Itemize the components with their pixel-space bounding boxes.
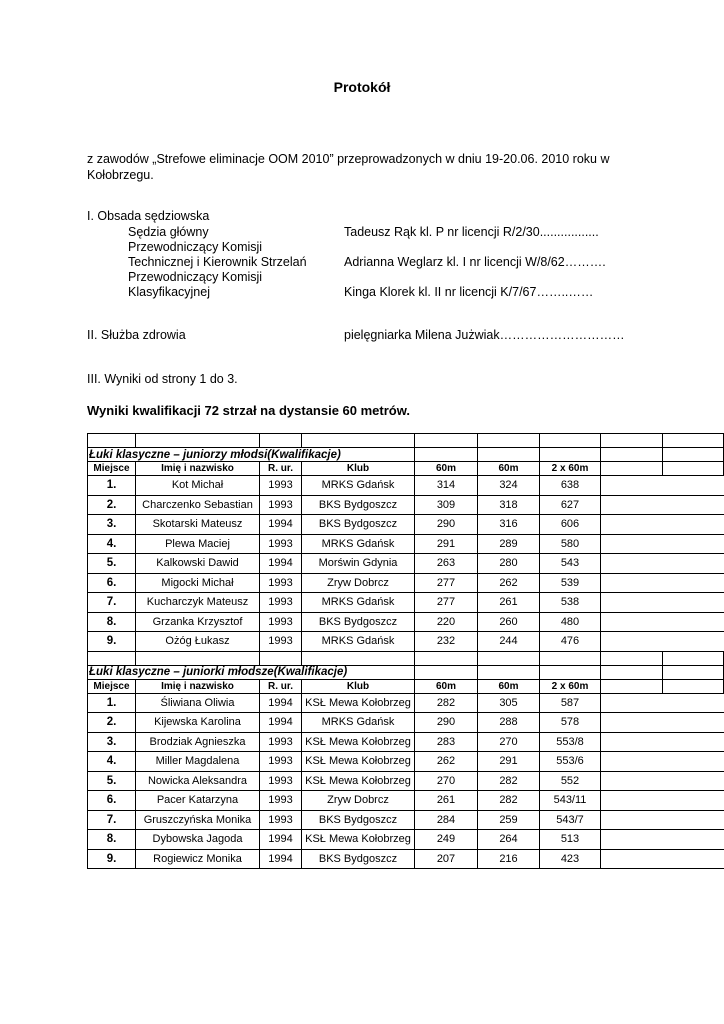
- score-cell: 283: [415, 732, 478, 752]
- place-cell: 1.: [88, 693, 136, 713]
- table-cell: [415, 651, 478, 665]
- score-cell: 318: [478, 495, 540, 515]
- birth-year-cell: 1994: [260, 830, 302, 850]
- table-cell: [601, 448, 663, 462]
- score-cell: 314: [415, 476, 478, 496]
- club-cell: BKS Bydgoszcz: [302, 612, 415, 632]
- table-cell: [601, 830, 663, 850]
- birth-year-cell: 1993: [260, 495, 302, 515]
- place-cell: 5.: [88, 771, 136, 791]
- table-cell: [601, 554, 663, 574]
- referee-role-label: Technicznej i Kierownik Strzelań: [128, 255, 307, 269]
- score-cell: 291: [415, 534, 478, 554]
- column-header: Imię i nazwisko: [136, 462, 260, 476]
- total-cell: 543/7: [540, 810, 601, 830]
- score-cell: 309: [415, 495, 478, 515]
- category-title-row: [88, 665, 724, 679]
- page-title: Protokół: [333, 79, 391, 95]
- name-cell: Ożóg Łukasz: [136, 632, 260, 652]
- section-referees-heading: I. Obsada sędziowska: [87, 209, 210, 223]
- table-row: [88, 476, 724, 496]
- table-cell: [302, 434, 415, 448]
- name-cell: Gruszczyńska Monika: [136, 810, 260, 830]
- total-cell: 543: [540, 554, 601, 574]
- results-table: [87, 433, 724, 869]
- place-cell: 5.: [88, 554, 136, 574]
- table-cell: [601, 434, 663, 448]
- column-header: Klub: [302, 462, 415, 476]
- table-cell: [663, 830, 724, 850]
- birth-year-cell: 1993: [260, 612, 302, 632]
- table-cell: [601, 573, 663, 593]
- table-row: [88, 732, 724, 752]
- table-row: [88, 632, 724, 652]
- table-cell: [601, 693, 663, 713]
- score-cell: 277: [415, 593, 478, 613]
- table-cell: [601, 791, 663, 811]
- place-cell: 1.: [88, 476, 136, 496]
- place-cell: 3.: [88, 515, 136, 535]
- club-cell: MRKS Gdańsk: [302, 476, 415, 496]
- total-cell: 587: [540, 693, 601, 713]
- name-cell: Miller Magdalena: [136, 752, 260, 772]
- table-row: [88, 810, 724, 830]
- table-cell: [601, 593, 663, 613]
- birth-year-cell: 1993: [260, 573, 302, 593]
- club-cell: KSŁ Mewa Kołobrzeg: [302, 752, 415, 772]
- table-row: [88, 771, 724, 791]
- table-row: [88, 515, 724, 535]
- score-cell: 282: [415, 693, 478, 713]
- birth-year-cell: 1994: [260, 554, 302, 574]
- table-cell: [601, 515, 663, 535]
- birth-year-cell: 1993: [260, 771, 302, 791]
- club-cell: MRKS Gdańsk: [302, 534, 415, 554]
- column-header: 60m: [478, 679, 540, 693]
- table-cell: [663, 573, 724, 593]
- score-cell: 289: [478, 534, 540, 554]
- score-cell: 207: [415, 849, 478, 869]
- table-blank-row: [88, 434, 724, 448]
- table-cell: [88, 434, 136, 448]
- name-cell: Dybowska Jagoda: [136, 830, 260, 850]
- score-cell: 282: [478, 771, 540, 791]
- total-cell: 553/8: [540, 732, 601, 752]
- name-cell: Migocki Michał: [136, 573, 260, 593]
- referee-value: Kinga Klorek kl. II nr licencji K/7/67……..……: [344, 285, 594, 299]
- column-header: R. ur.: [260, 679, 302, 693]
- table-cell: [663, 434, 724, 448]
- table-cell: [136, 434, 260, 448]
- column-header: 2 x 60m: [540, 679, 601, 693]
- total-cell: 539: [540, 573, 601, 593]
- place-cell: 9.: [88, 849, 136, 869]
- score-cell: 277: [415, 573, 478, 593]
- column-header: Klub: [302, 679, 415, 693]
- place-cell: 3.: [88, 732, 136, 752]
- club-cell: KSŁ Mewa Kołobrzeg: [302, 830, 415, 850]
- column-header: Miejsce: [88, 679, 136, 693]
- table-cell: [601, 732, 663, 752]
- table-row: [88, 573, 724, 593]
- column-header: R. ur.: [260, 462, 302, 476]
- total-cell: 538: [540, 593, 601, 613]
- score-cell: 288: [478, 713, 540, 733]
- score-cell: 261: [478, 593, 540, 613]
- place-cell: 8.: [88, 830, 136, 850]
- name-cell: Kalkowski Dawid: [136, 554, 260, 574]
- score-cell: 316: [478, 515, 540, 535]
- club-cell: BKS Bydgoszcz: [302, 495, 415, 515]
- place-cell: 8.: [88, 612, 136, 632]
- table-cell: [88, 651, 136, 665]
- name-cell: Kijewska Karolina: [136, 713, 260, 733]
- table-cell: [540, 665, 601, 679]
- score-cell: 244: [478, 632, 540, 652]
- score-cell: 220: [415, 612, 478, 632]
- total-cell: 580: [540, 534, 601, 554]
- table-cell: [663, 554, 724, 574]
- table-cell: [478, 651, 540, 665]
- score-cell: 260: [478, 612, 540, 632]
- name-cell: Rogiewicz Monika: [136, 849, 260, 869]
- score-cell: 291: [478, 752, 540, 772]
- category-title: Łuki klasyczne – juniorzy młodsi(Kwalifikacje): [88, 448, 415, 462]
- table-cell: [415, 434, 478, 448]
- place-cell: 6.: [88, 791, 136, 811]
- place-cell: 9.: [88, 632, 136, 652]
- place-cell: 7.: [88, 810, 136, 830]
- table-cell: [663, 448, 724, 462]
- results-heading: Wyniki kwalifikacji 72 strzał na dystansie 60 metrów.: [87, 403, 410, 418]
- table-row: [88, 830, 724, 850]
- score-cell: 290: [415, 713, 478, 733]
- table-cell: [478, 665, 540, 679]
- club-cell: BKS Bydgoszcz: [302, 849, 415, 869]
- total-cell: 543/11: [540, 791, 601, 811]
- table-cell: [302, 651, 415, 665]
- referee-role-label: Klasyfikacyjnej: [128, 285, 210, 299]
- health-value: pielęgniarka Milena Jużwiak…………………………: [344, 328, 625, 342]
- table-cell: [663, 632, 724, 652]
- club-cell: BKS Bydgoszcz: [302, 515, 415, 535]
- score-cell: 262: [415, 752, 478, 772]
- table-row: [88, 554, 724, 574]
- score-cell: 264: [478, 830, 540, 850]
- table-cell: [540, 434, 601, 448]
- score-cell: 270: [415, 771, 478, 791]
- category-title-row: [88, 448, 724, 462]
- intro-text: z zawodów „Strefowe eliminacje OOM 2010” przeprowadzonych w dniu 19-20.06. 2010 roku w Kołobrzegu.: [87, 152, 610, 182]
- total-cell: 606: [540, 515, 601, 535]
- birth-year-cell: 1993: [260, 791, 302, 811]
- column-header: 2 x 60m: [540, 462, 601, 476]
- column-header-row: [88, 462, 724, 476]
- name-cell: Brodziak Agnieszka: [136, 732, 260, 752]
- column-header: 60m: [415, 679, 478, 693]
- table-cell: [663, 713, 724, 733]
- birth-year-cell: 1993: [260, 632, 302, 652]
- table-cell: [136, 651, 260, 665]
- place-cell: 4.: [88, 534, 136, 554]
- score-cell: 270: [478, 732, 540, 752]
- column-header: Miejsce: [88, 462, 136, 476]
- total-cell: 638: [540, 476, 601, 496]
- table-cell: [601, 651, 663, 665]
- table-cell: [540, 651, 601, 665]
- club-cell: MRKS Gdańsk: [302, 632, 415, 652]
- birth-year-cell: 1993: [260, 534, 302, 554]
- score-cell: 290: [415, 515, 478, 535]
- column-header: Imię i nazwisko: [136, 679, 260, 693]
- table-cell: [601, 462, 663, 476]
- birth-year-cell: 1994: [260, 849, 302, 869]
- birth-year-cell: 1993: [260, 752, 302, 772]
- table-cell: [663, 679, 724, 693]
- table-cell: [663, 462, 724, 476]
- place-cell: 2.: [88, 713, 136, 733]
- place-cell: 2.: [88, 495, 136, 515]
- table-row: [88, 693, 724, 713]
- club-cell: Morświn Gdynia: [302, 554, 415, 574]
- table-cell: [663, 810, 724, 830]
- table-cell: [601, 713, 663, 733]
- name-cell: Charczenko Sebastian: [136, 495, 260, 515]
- table-row: [88, 713, 724, 733]
- table-cell: [663, 593, 724, 613]
- club-cell: MRKS Gdańsk: [302, 713, 415, 733]
- table-cell: [663, 476, 724, 496]
- name-cell: Grzanka Krzysztof: [136, 612, 260, 632]
- score-cell: 263: [415, 554, 478, 574]
- score-cell: 282: [478, 791, 540, 811]
- score-cell: 262: [478, 573, 540, 593]
- total-cell: 553/6: [540, 752, 601, 772]
- score-cell: 259: [478, 810, 540, 830]
- score-cell: 305: [478, 693, 540, 713]
- table-row: [88, 752, 724, 772]
- table-cell: [601, 612, 663, 632]
- birth-year-cell: 1993: [260, 476, 302, 496]
- total-cell: 513: [540, 830, 601, 850]
- column-header: 60m: [415, 462, 478, 476]
- table-blank-row: [88, 651, 724, 665]
- table-cell: [663, 693, 724, 713]
- table-cell: [663, 651, 724, 665]
- table-row: [88, 495, 724, 515]
- table-cell: [260, 651, 302, 665]
- total-cell: 480: [540, 612, 601, 632]
- category-title: Łuki klasyczne – juniorki młodsze(Kwalifikacje): [88, 665, 415, 679]
- referee-value: Adrianna Weglarz kl. I nr licencji W/8/62……….: [344, 255, 606, 269]
- total-cell: 476: [540, 632, 601, 652]
- table-cell: [540, 448, 601, 462]
- referee-role-label: Przewodniczący Komisji: [128, 240, 263, 254]
- name-cell: Pacer Katarzyna: [136, 791, 260, 811]
- name-cell: Plewa Maciej: [136, 534, 260, 554]
- club-cell: BKS Bydgoszcz: [302, 810, 415, 830]
- birth-year-cell: 1993: [260, 732, 302, 752]
- table-cell: [601, 679, 663, 693]
- name-cell: Skotarski Mateusz: [136, 515, 260, 535]
- table-cell: [663, 752, 724, 772]
- table-cell: [601, 810, 663, 830]
- club-cell: Zryw Dobrcz: [302, 791, 415, 811]
- score-cell: 324: [478, 476, 540, 496]
- table-cell: [663, 732, 724, 752]
- birth-year-cell: 1994: [260, 515, 302, 535]
- club-cell: KSŁ Mewa Kołobrzeg: [302, 693, 415, 713]
- score-cell: 284: [415, 810, 478, 830]
- column-header: 60m: [478, 462, 540, 476]
- birth-year-cell: 1993: [260, 810, 302, 830]
- name-cell: Kot Michał: [136, 476, 260, 496]
- table-cell: [601, 771, 663, 791]
- table-cell: [601, 752, 663, 772]
- table-cell: [663, 612, 724, 632]
- club-cell: KSŁ Mewa Kołobrzeg: [302, 732, 415, 752]
- table-cell: [601, 495, 663, 515]
- club-cell: KSŁ Mewa Kołobrzeg: [302, 771, 415, 791]
- place-cell: 6.: [88, 573, 136, 593]
- club-cell: MRKS Gdańsk: [302, 593, 415, 613]
- total-cell: 578: [540, 713, 601, 733]
- table-cell: [663, 849, 724, 869]
- birth-year-cell: 1993: [260, 593, 302, 613]
- name-cell: Śliwiana Oliwia: [136, 693, 260, 713]
- referee-value: Tadeusz Rąk kl. P nr licencji R/2/30.................: [344, 225, 599, 239]
- table-row: [88, 593, 724, 613]
- score-cell: 216: [478, 849, 540, 869]
- column-header-row: [88, 679, 724, 693]
- total-cell: 627: [540, 495, 601, 515]
- table-cell: [415, 665, 478, 679]
- referee-role-label: Przewodniczący Komisji: [128, 270, 263, 284]
- section-health-heading: II. Służba zdrowia: [87, 328, 186, 342]
- table-cell: [601, 632, 663, 652]
- place-cell: 4.: [88, 752, 136, 772]
- table-cell: [601, 665, 663, 679]
- name-cell: Kucharczyk Mateusz: [136, 593, 260, 613]
- table-cell: [601, 534, 663, 554]
- birth-year-cell: 1994: [260, 713, 302, 733]
- table-cell: [415, 448, 478, 462]
- table-cell: [663, 791, 724, 811]
- table-cell: [478, 448, 540, 462]
- total-cell: 552: [540, 771, 601, 791]
- table-cell: [601, 476, 663, 496]
- table-row: [88, 791, 724, 811]
- birth-year-cell: 1994: [260, 693, 302, 713]
- table-cell: [601, 849, 663, 869]
- score-cell: 261: [415, 791, 478, 811]
- table-cell: [260, 434, 302, 448]
- club-cell: Zryw Dobrcz: [302, 573, 415, 593]
- score-cell: 280: [478, 554, 540, 574]
- table-cell: [663, 515, 724, 535]
- name-cell: Nowicka Aleksandra: [136, 771, 260, 791]
- table-row: [88, 849, 724, 869]
- place-cell: 7.: [88, 593, 136, 613]
- section-results-note: III. Wyniki od strony 1 do 3.: [87, 372, 238, 386]
- table-cell: [478, 434, 540, 448]
- score-cell: 232: [415, 632, 478, 652]
- table-cell: [663, 665, 724, 679]
- table-cell: [663, 495, 724, 515]
- score-cell: 249: [415, 830, 478, 850]
- referee-role-label: Sędzia główny: [128, 225, 209, 239]
- table-row: [88, 612, 724, 632]
- table-cell: [663, 534, 724, 554]
- total-cell: 423: [540, 849, 601, 869]
- table-row: [88, 534, 724, 554]
- table-cell: [663, 771, 724, 791]
